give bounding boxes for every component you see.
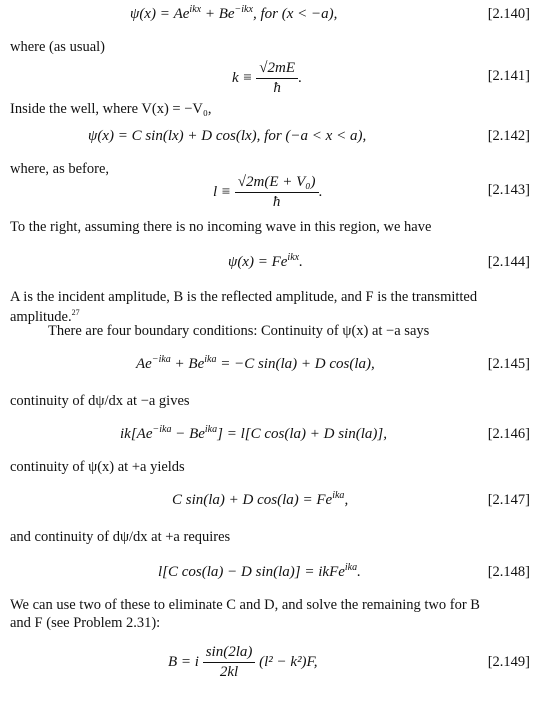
text-boundary-conditions: There are four boundary conditions: Continuity of ψ(x) at −a says	[48, 323, 430, 339]
equation-2-144-number: [2.144]	[487, 254, 530, 270]
equation-2-140-number: [2.140]	[487, 6, 530, 22]
equation-2-141-numerator: √2mE	[256, 60, 298, 79]
text-where-as-usual: where (as usual)	[10, 39, 106, 55]
equation-2-149-number: [2.149]	[487, 654, 530, 670]
equation-2-144-expression: $\psi(x) = Fe^{ikx}$.	[228, 252, 303, 270]
equation-2-145-number: [2.145]	[487, 356, 530, 372]
equation-2-143-numerator: √2m(E + V₀)	[235, 174, 319, 193]
equation-2-148	[0, 562, 540, 584]
equation-2-148-expression: l[C cos(la) − D sin(la)] = ikFe$^{ika}$.	[158, 562, 361, 580]
equation-2-143-lhs: l ≡	[213, 183, 232, 200]
equation-2-145	[0, 354, 540, 376]
text-continuity-psi-plus-a: continuity of ψ(x) at +a yields	[10, 459, 185, 475]
equation-2-143-expression: l ≡ $\frac{\text{√2m(E + V₀)}}{ħ}$ .	[213, 174, 323, 210]
text-continuity-dpsi-minus-a: continuity of dψ/dx at −a gives	[10, 393, 190, 409]
equation-2-148-number: [2.148]	[487, 564, 530, 580]
text-continuity-dpsi-plus-a: and continuity of dψ/dx at +a requires	[10, 529, 231, 545]
equation-2-149-numerator: sin(2la)	[203, 644, 256, 663]
equation-2-144	[0, 252, 540, 274]
equation-2-149-fraction	[203, 644, 256, 681]
equation-2-149-denominator: 2kl	[219, 664, 239, 680]
footnote-marker: 27	[71, 308, 80, 317]
equation-2-143-denominator: ħ	[272, 194, 281, 210]
equation-2-142	[0, 126, 540, 148]
equation-2-147	[0, 490, 540, 512]
equation-2-143	[0, 168, 540, 212]
equation-2-141-number: [2.141]	[487, 68, 530, 84]
equation-2-141-denominator: ħ	[273, 80, 281, 96]
equation-2-140	[0, 4, 540, 26]
equation-2-149	[0, 636, 540, 684]
equation-2-146	[0, 424, 540, 446]
equation-2-141-expression: k ≡ $\frac{√2mE}{ħ}$ .	[232, 60, 302, 96]
equation-2-143-fraction	[235, 174, 319, 211]
equation-2-140-expression: $\psi(x) = Ae^{ikx} + Be^{-ikx}$, for (x < −a),	[130, 4, 338, 22]
equation-2-142-number: [2.142]	[487, 128, 530, 144]
equation-2-149-lhs: B = i	[168, 653, 199, 670]
equation-2-149-expression	[168, 644, 318, 681]
equation-2-149-rhs: (l² − k²)F,	[259, 653, 318, 670]
equation-2-145-expression: $Ae^{-ika} + Be^{ika} = -C$ sin(la) + D cos(la),	[136, 354, 375, 372]
paragraph-eliminate-line-2: and F (see Problem 2.31):	[10, 615, 161, 631]
equation-2-147-number: [2.147]	[487, 492, 530, 508]
equation-2-142-expression: ψ(x) = C sin(lx) + D cos(lx), for (−a < x < a),	[88, 128, 367, 144]
equation-2-141	[0, 54, 540, 98]
text-to-the-right: To the right, assuming there is no incoming wave in this region, we have	[10, 219, 432, 235]
equation-2-146-expression: $ik[Ae^{-ika} - Be^{ika}] = l[C$ cos(la) + D sin(la)],	[120, 424, 387, 442]
paragraph-amplitudes-line-2-text: amplitude.	[10, 309, 72, 325]
equation-2-143-number: [2.143]	[487, 182, 530, 198]
paragraph-amplitudes-line-1: A is the incident amplitude, B is the reflected amplitude, and F is the transmitted	[10, 289, 478, 305]
equation-2-146-number: [2.146]	[487, 426, 530, 442]
equation-2-141-fraction	[256, 60, 298, 97]
paragraph-eliminate-line-1: We can use two of these to eliminate C and D, and solve the remaining two for B	[10, 597, 480, 613]
text-where-as-before: where, as before,	[10, 161, 110, 177]
equation-2-147-expression: C sin(la) + D $\cos(la) = Fe^{ika}$,	[172, 490, 349, 508]
text-inside-well: Inside the well, where V(x) = −V₀,	[10, 101, 212, 117]
equation-2-141-lhs: k ≡	[232, 69, 253, 86]
